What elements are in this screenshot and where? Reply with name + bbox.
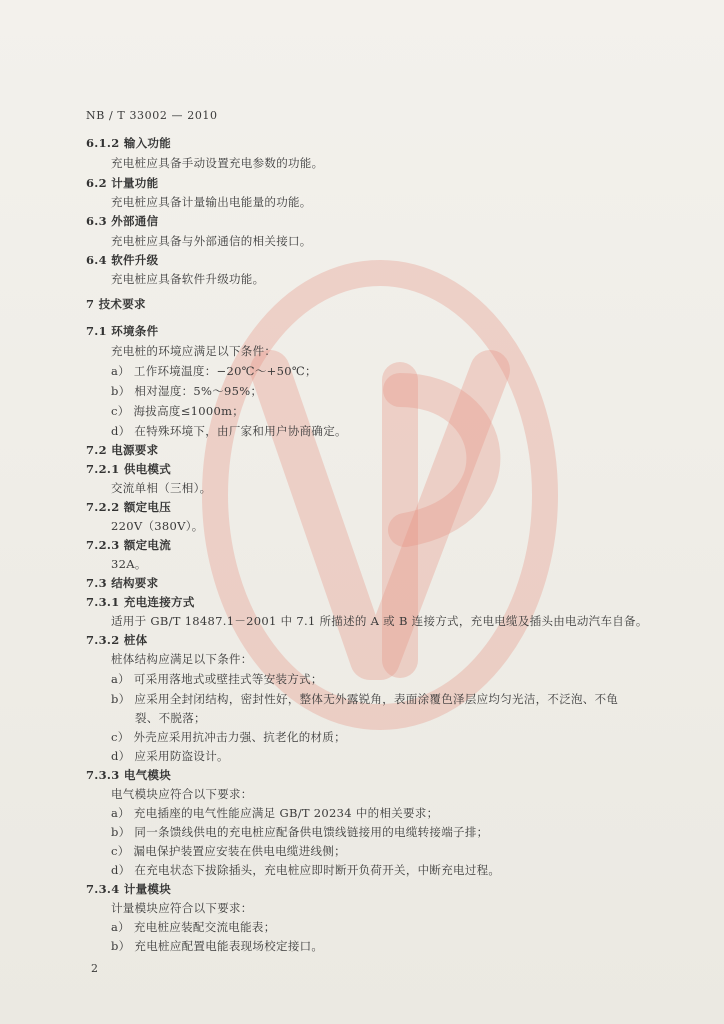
stamp-watermark — [200, 260, 560, 730]
body-text-line: c） 海拔高度≤1000m； — [111, 404, 245, 418]
body-text-line: d） 应采用防盗设计。 — [111, 749, 229, 763]
section-heading: 7.3.1 充电连接方式 — [86, 595, 195, 609]
page-number: 2 — [91, 962, 99, 975]
body-text-line: b） 应采用全封闭结构，密封性好，整体无外露锐角，表面涂覆色泽层应均匀光洁，不泛泡、不龟 — [111, 692, 619, 706]
body-text-line: b） 充电桩应配置电能表现场校定接口。 — [111, 939, 324, 953]
section-heading: 7.2.3 额定电流 — [86, 538, 172, 552]
body-text-line: a） 充电桩应装配交流电能表； — [111, 920, 276, 934]
body-text-line: 电气模块应符合以下要求： — [111, 787, 253, 801]
body-text-line: 32A。 — [111, 557, 147, 571]
body-text-line: b） 相对湿度：5%～95%； — [111, 384, 263, 398]
section-heading: 6.3 外部通信 — [86, 214, 159, 228]
body-text-line: 交流单相（三相）。 — [111, 481, 212, 495]
section-heading: 7.1 环境条件 — [86, 324, 159, 338]
body-text-line: 桩体结构应满足以下条件： — [111, 652, 253, 666]
section-heading: 7.2.2 额定电压 — [86, 500, 172, 514]
section-heading: 7.3.4 计量模块 — [86, 882, 172, 896]
section-heading: 6.4 软件升级 — [86, 253, 159, 267]
body-text-line: 充电桩应具备软件升级功能。 — [111, 272, 265, 286]
body-text-line: 裂、不脱落； — [135, 711, 206, 725]
section-heading: 7.2.1 供电模式 — [86, 462, 172, 476]
body-text-line: 计量模块应符合以下要求： — [111, 901, 253, 915]
body-text-line: 充电桩应具备计量输出电能量的功能。 — [111, 195, 312, 209]
body-text-line: 充电桩应具备手动设置充电参数的功能。 — [111, 156, 324, 170]
section-heading: 7.3.3 电气模块 — [86, 768, 172, 782]
section-heading: 6.1.2 输入功能 — [86, 136, 172, 150]
body-text-line: 充电桩的环境应满足以下条件： — [111, 344, 277, 358]
body-text-line: c） 外壳应采用抗冲击力强、抗老化的材质； — [111, 730, 346, 744]
body-text-line: d） 在特殊环境下，由厂家和用户协商确定。 — [111, 424, 347, 438]
body-text-line: a） 充电插座的电气性能应满足 GB/T 20234 中的相关要求； — [111, 806, 439, 820]
section-heading: 7.3 结构要求 — [86, 576, 159, 590]
body-text-line: a） 工作环境温度：−20℃～+50℃； — [111, 364, 317, 378]
body-text-line: 适用于 GB/T 18487.1－2001 中 7.1 所描述的 A 或 B 连接方式，充电电缆及插头由电动汽车自备。 — [111, 614, 648, 628]
section-heading: 7 技术要求 — [86, 297, 146, 311]
standard-header: NB / T 33002 — 2010 — [86, 109, 218, 122]
body-text-line: c） 漏电保护装置应安装在供电电缆进线侧； — [111, 844, 346, 858]
section-heading: 7.3.2 桩体 — [86, 633, 148, 647]
body-text-line: 220V（380V）。 — [111, 519, 204, 533]
body-text-line: 充电桩应具备与外部通信的相关接口。 — [111, 234, 312, 248]
section-heading: 7.2 电源要求 — [86, 443, 159, 457]
body-text-line: b） 同一条馈线供电的充电桩应配备供电馈线链接用的电缆转接端子排； — [111, 825, 489, 839]
body-text-line: d） 在充电状态下拔除插头，充电桩应即时断开负荷开关，中断充电过程。 — [111, 863, 501, 877]
section-heading: 6.2 计量功能 — [86, 176, 159, 190]
body-text-line: a） 可采用落地式或壁挂式等安装方式； — [111, 672, 323, 686]
